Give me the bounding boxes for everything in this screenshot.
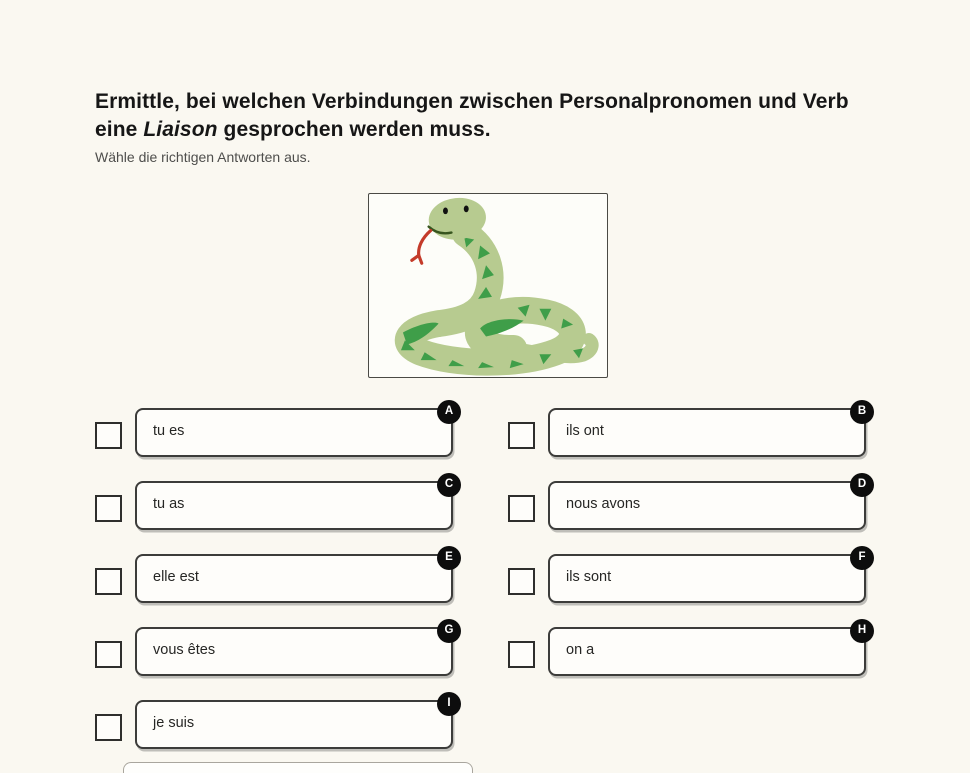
question-hint: Wähle die richtigen Antworten aus. — [95, 149, 311, 165]
answer-option-a — [95, 405, 454, 457]
answer-option-e — [95, 551, 453, 603]
letter-badge: F — [850, 546, 874, 570]
answer-option-g — [95, 624, 454, 676]
letter-badge: C — [437, 473, 461, 497]
letter-badge: G — [437, 619, 461, 643]
answer-label: elle est — [153, 568, 199, 585]
snake-illustration — [369, 194, 607, 377]
letter-badge: A — [437, 400, 461, 424]
answer-checkbox-b[interactable] — [508, 422, 535, 449]
answer-box-b[interactable] — [548, 405, 867, 457]
answer-option-h — [508, 624, 867, 676]
answer-label: tu as — [153, 495, 185, 512]
question-text-after: gesprochen werden muss. — [223, 118, 491, 141]
answer-label: tu es — [153, 422, 185, 439]
question-title — [95, 88, 895, 144]
question-text-italic: Liaison — [143, 118, 218, 141]
letter-badge: H — [850, 619, 874, 643]
answer-box-a[interactable] — [135, 405, 454, 457]
answer-box-c[interactable] — [135, 478, 454, 530]
answer-option-c — [95, 478, 454, 530]
answer-option-b — [508, 405, 867, 457]
letter-badge: D — [850, 473, 874, 497]
answer-box-g[interactable] — [135, 624, 454, 676]
answer-box-e[interactable] — [135, 551, 453, 603]
answer-box-h[interactable] — [548, 624, 867, 676]
answer-label: nous avons — [566, 495, 641, 512]
answer-checkbox-c[interactable] — [95, 495, 122, 522]
letter-badge: E — [437, 546, 461, 570]
letter-badge: B — [850, 400, 874, 424]
answer-label: ils sont — [566, 568, 612, 585]
answer-checkbox-f[interactable] — [508, 568, 535, 595]
question-text-before: Ermittle, bei welchen Verbindungen zwischen Personalpronomen und Verb eine — [95, 90, 849, 141]
snake-illustration-card — [368, 193, 608, 378]
answer-checkbox-i[interactable] — [95, 714, 122, 741]
answer-label: vous êtes — [153, 641, 216, 658]
answer-label: on a — [566, 641, 595, 658]
answer-checkbox-h[interactable] — [508, 641, 535, 668]
letter-badge: I — [437, 692, 461, 716]
next-card-peek — [123, 762, 473, 773]
answer-checkbox-e[interactable] — [95, 568, 122, 595]
answer-box-i[interactable] — [135, 697, 453, 749]
answer-checkbox-a[interactable] — [95, 422, 122, 449]
answer-option-d — [508, 478, 867, 530]
answer-option-f — [508, 551, 866, 603]
answer-label: je suis — [153, 714, 195, 731]
answer-box-f[interactable] — [548, 551, 866, 603]
answer-box-d[interactable] — [548, 478, 867, 530]
answer-checkbox-g[interactable] — [95, 641, 122, 668]
answer-checkbox-d[interactable] — [508, 495, 535, 522]
answer-option-i — [95, 697, 453, 749]
answer-label: ils ont — [566, 422, 604, 439]
